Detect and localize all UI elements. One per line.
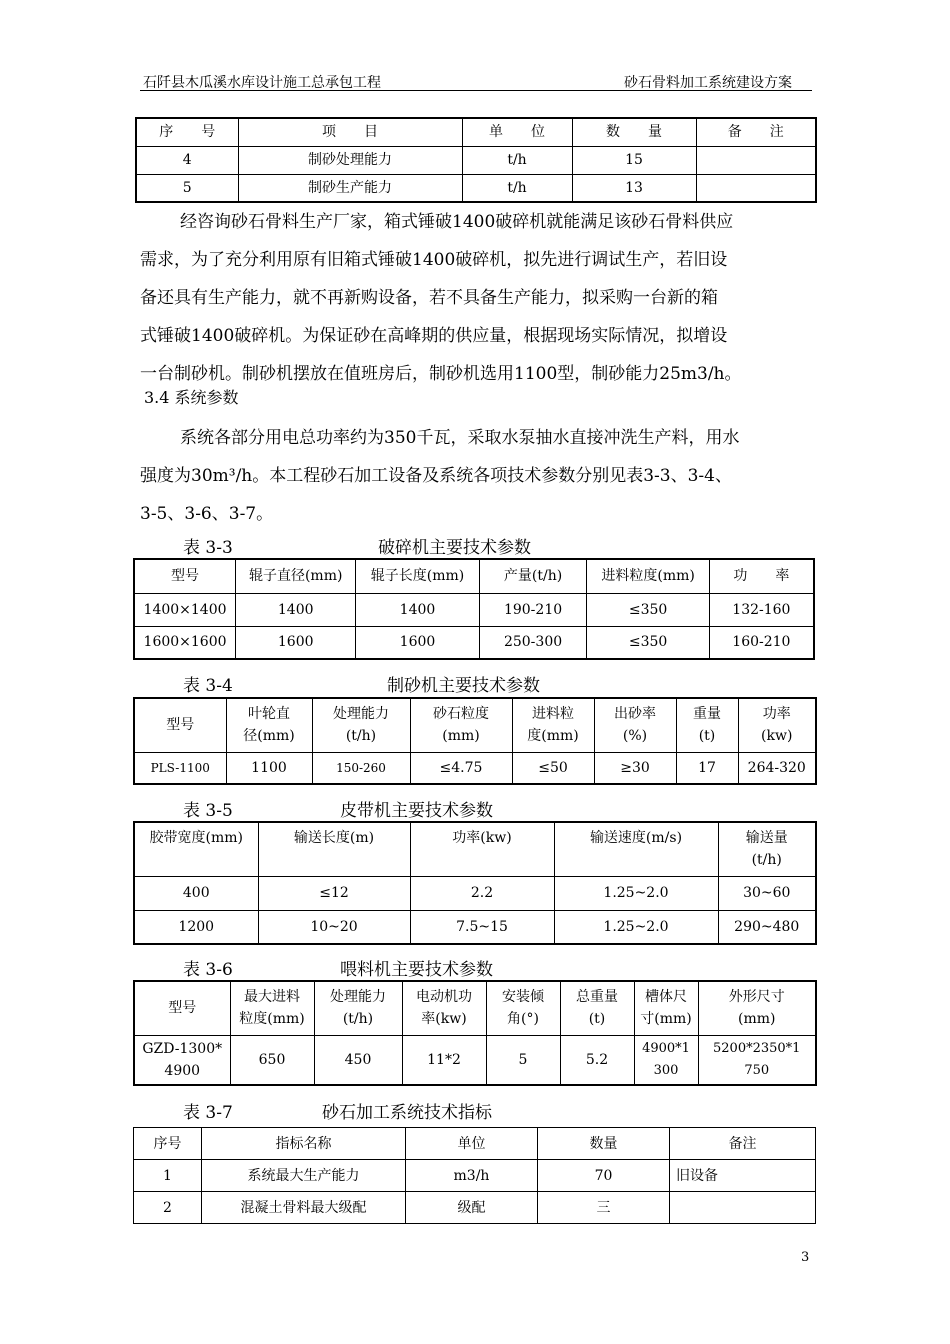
table-cell: 17 — [676, 752, 738, 784]
header-line: (t) — [698, 728, 716, 745]
table-cell: 1100 — [226, 752, 312, 784]
table-row — [134, 752, 816, 784]
table-header-cell — [226, 698, 312, 752]
header-line: 输送量 — [745, 830, 788, 847]
table-cell: 系统最大生产能力 — [202, 1160, 406, 1192]
table-cell: 1 — [134, 1160, 202, 1192]
table-cell: 级配 — [406, 1192, 538, 1224]
table-cell — [696, 174, 816, 202]
table-header-cell — [738, 698, 816, 752]
paragraph-line: 一台制砂机。制砂机摆放在值班房后，制砂机选用1100型，制砂能力25m3/h。 — [140, 364, 742, 384]
header-line: (kw) — [761, 728, 793, 745]
header-line: 外形尺寸 — [728, 989, 785, 1006]
table-number: 表 3-5 — [183, 801, 233, 821]
table-title: 砂石加工系统技术指标 — [322, 1103, 492, 1123]
paragraph-line: 备还具有生产能力，就不再新购设备，若不具备生产能力，拟采购一台新的箱 — [140, 288, 718, 308]
table-row — [136, 146, 816, 174]
table-cell: m3/h — [406, 1160, 538, 1192]
table-number: 表 3-3 — [183, 538, 233, 558]
table-row — [134, 1035, 816, 1085]
cell-line: GZD-1300* — [142, 1040, 223, 1057]
table-cell: ≤4.75 — [410, 752, 512, 784]
table-cell: 150-260 — [312, 752, 410, 784]
header-line: 处理能力 — [333, 706, 389, 723]
table-header-cell — [718, 822, 816, 876]
table-header-cell: 项 目 — [238, 118, 462, 146]
header-line: 处理能力 — [330, 989, 386, 1006]
table-header-cell: 功率(kw) — [410, 822, 554, 876]
table-header-cell — [486, 981, 560, 1035]
paragraph-parameters — [140, 419, 820, 533]
table-header-cell — [594, 698, 676, 752]
table-number: 表 3-4 — [183, 676, 233, 696]
header-line: (t/h) — [342, 1011, 374, 1028]
table-header-cell — [410, 698, 512, 752]
paragraph-line: 经咨询砂石骨料生产厂家，箱式锤破1400破碎机就能满足该砂石骨料供应 — [180, 212, 734, 232]
table-title: 制砂机主要技术参数 — [387, 676, 540, 696]
table-cell: 1600 — [356, 626, 479, 659]
header-line: 角(°) — [507, 1011, 539, 1028]
table-cell: 290~480 — [718, 910, 816, 944]
table-sand-maker — [133, 697, 817, 785]
table-header-cell — [560, 981, 634, 1035]
section-title: 3.4 系统参数 — [144, 388, 239, 407]
table-header-row — [134, 698, 816, 752]
table-cell: 11*2 — [402, 1035, 486, 1085]
table-cell — [670, 1192, 816, 1224]
table-header-cell: 辊子直径(mm) — [236, 559, 356, 593]
table-header-cell — [314, 981, 402, 1035]
table-header-cell: 型号 — [134, 981, 230, 1035]
header-line: 重量 — [693, 706, 721, 723]
paragraph-line: 系统各部分用电总功率约为350千瓦，采取水泵抽水直接冲洗生产料，用水 — [180, 428, 740, 448]
header-line: 叶轮直 — [248, 706, 290, 723]
header-line: 槽体尺 — [645, 989, 687, 1006]
table-header-cell: 辊子长度(mm) — [356, 559, 479, 593]
table-header-row — [134, 981, 816, 1035]
table-header-cell — [230, 981, 314, 1035]
table-cell: PLS-1100 — [134, 752, 226, 784]
table-title: 皮带机主要技术参数 — [340, 801, 493, 821]
paragraph-line: 3-5、3-6、3-7。 — [140, 504, 274, 524]
table-cell: 2.2 — [410, 876, 554, 910]
paragraph-line: 需求，为了充分利用原有旧箱式锤破1400破碎机，拟先进行调试生产，若旧设 — [140, 250, 728, 270]
table-cell — [696, 146, 816, 174]
table-cell: 1200 — [134, 910, 258, 944]
table-cell: 70 — [538, 1160, 670, 1192]
table-cell: 旧设备 — [670, 1160, 816, 1192]
table-row — [134, 1160, 816, 1192]
table-cell: 264-320 — [738, 752, 816, 784]
table-header-cell — [402, 981, 486, 1035]
table-row — [134, 876, 816, 910]
cell-line: 750 — [744, 1062, 770, 1078]
header-line: 电动机功 — [416, 989, 472, 1006]
table-header-cell: 单 位 — [462, 118, 572, 146]
table-header-cell: 进料粒度(mm) — [587, 559, 709, 593]
header-line: (mm) — [738, 1011, 776, 1028]
cell-line: 300 — [653, 1062, 679, 1078]
table-cell: ≤12 — [258, 876, 410, 910]
table-cell: 1600 — [236, 626, 356, 659]
table-cell: 450 — [314, 1035, 402, 1085]
table-cell: ≤350 — [587, 626, 709, 659]
table-crusher — [133, 558, 815, 660]
header-line: (%) — [622, 728, 648, 745]
table-cell: 10~20 — [258, 910, 410, 944]
table-header-cell: 备注 — [670, 1128, 816, 1160]
table-cell: 1600×1600 — [134, 626, 236, 659]
table-number: 表 3-7 — [183, 1103, 233, 1123]
header-line: 安装倾 — [502, 989, 544, 1006]
table-cell: 4 — [136, 146, 238, 174]
table-cell: 160-210 — [709, 626, 814, 659]
header-line: 度(mm) — [527, 728, 579, 745]
header-line: 进料粒 — [532, 706, 574, 723]
header-line: (mm) — [442, 728, 480, 745]
table-header-row — [134, 559, 814, 593]
table-header-cell — [512, 698, 594, 752]
table-header-cell — [698, 981, 816, 1035]
header-line: (t/h) — [751, 852, 782, 869]
table-header-row — [134, 822, 816, 876]
cell-line: 4900 — [164, 1062, 201, 1079]
header-line: 总重量 — [576, 989, 618, 1006]
table-cell: 1400 — [356, 593, 479, 626]
table-header-cell: 胶带宽度(mm) — [134, 822, 258, 876]
table-top — [135, 117, 817, 203]
table-header-cell — [634, 981, 698, 1035]
header-line: 功率 — [762, 706, 791, 723]
table-row — [136, 174, 816, 202]
table-cell: 1400×1400 — [134, 593, 236, 626]
header-doc-title: 砂石骨料加工系统建设方案 — [624, 75, 792, 91]
header-line: 砂石粒度 — [433, 706, 489, 723]
table-title: 喂料机主要技术参数 — [340, 960, 493, 980]
header-project-title: 石阡县木瓜溪水库设计施工总承包工程 — [143, 75, 381, 91]
table-cell: 132-160 — [709, 593, 814, 626]
table-cell: ≥30 — [594, 752, 676, 784]
table-cell: 混凝土骨料最大级配 — [202, 1192, 406, 1224]
table-row — [134, 910, 816, 944]
table-header-cell: 输送长度(m) — [258, 822, 410, 876]
table-cell: 1.25~2.0 — [554, 876, 718, 910]
table-header-cell: 产量(t/h) — [479, 559, 587, 593]
table-cell: t/h — [462, 146, 572, 174]
table-belt-conveyor — [133, 821, 817, 945]
table-cell: 制砂生产能力 — [238, 174, 462, 202]
table-cell: 三 — [538, 1192, 670, 1224]
table-cell: 2 — [134, 1192, 202, 1224]
table-row — [134, 1192, 816, 1224]
table-cell: 制砂处理能力 — [238, 146, 462, 174]
table-cell: 5 — [486, 1035, 560, 1085]
table-cell: 7.5~15 — [410, 910, 554, 944]
header-line: (t/h) — [345, 728, 377, 745]
table-number: 表 3-6 — [183, 960, 233, 980]
paragraph-line: 强度为30m³/h。本工程砂石加工设备及系统各项技术参数分别见表3-3、3-4、 — [140, 466, 732, 486]
table-cell: 650 — [230, 1035, 314, 1085]
table-cell — [634, 1035, 698, 1085]
table-cell: 1400 — [236, 593, 356, 626]
table-cell: 190-210 — [479, 593, 587, 626]
paragraph-line: 式锤破1400破碎机。为保证砂在高峰期的供应量，根据现场实际情况，拟增设 — [140, 326, 728, 346]
table-cell: 30~60 — [718, 876, 816, 910]
header-line: 最大进料 — [244, 989, 300, 1006]
table-header-row — [136, 118, 816, 146]
cell-line: 5200*2350*1 — [713, 1040, 801, 1056]
header-line: 率(kw) — [421, 1011, 467, 1028]
table-cell: 400 — [134, 876, 258, 910]
table-row — [134, 593, 814, 626]
table-header-cell: 单位 — [406, 1128, 538, 1160]
table-header-cell: 数 量 — [572, 118, 696, 146]
table-cell — [698, 1035, 816, 1085]
table-cell: ≤50 — [512, 752, 594, 784]
table-feeder — [133, 980, 817, 1086]
table-cell: 15 — [572, 146, 696, 174]
table-header-cell — [676, 698, 738, 752]
table-header-cell: 数量 — [538, 1128, 670, 1160]
header-line: 径(mm) — [243, 728, 295, 745]
header-line: 粒度(mm) — [239, 1011, 305, 1028]
page-number: 3 — [801, 1250, 810, 1265]
cell-line: 4900*1 — [642, 1040, 690, 1056]
header-line: 出砂率 — [614, 706, 656, 723]
header-line: (t) — [588, 1011, 606, 1028]
table-header-cell — [312, 698, 410, 752]
table-system-indicators — [133, 1127, 816, 1224]
header-rule — [140, 90, 812, 91]
table-cell: 5.2 — [560, 1035, 634, 1085]
table-cell: 1.25~2.0 — [554, 910, 718, 944]
table-cell: 13 — [572, 174, 696, 202]
table-header-cell: 型号 — [134, 559, 236, 593]
table-row — [134, 626, 814, 659]
table-cell: 250-300 — [479, 626, 587, 659]
table-cell: ≤350 — [587, 593, 709, 626]
table-cell — [134, 1035, 230, 1085]
table-title: 破碎机主要技术参数 — [378, 538, 531, 558]
table-header-cell: 序 号 — [136, 118, 238, 146]
table-header-cell: 输送速度(m/s) — [554, 822, 718, 876]
table-header-row — [134, 1128, 816, 1160]
header-line: 寸(mm) — [640, 1011, 692, 1028]
table-cell: t/h — [462, 174, 572, 202]
table-header-cell: 功 率 — [709, 559, 814, 593]
table-header-cell: 指标名称 — [202, 1128, 406, 1160]
table-header-cell: 备 注 — [696, 118, 816, 146]
table-header-cell: 型号 — [134, 698, 226, 752]
paragraph-consultation — [140, 203, 820, 393]
table-header-cell: 序号 — [134, 1128, 202, 1160]
table-cell: 5 — [136, 174, 238, 202]
